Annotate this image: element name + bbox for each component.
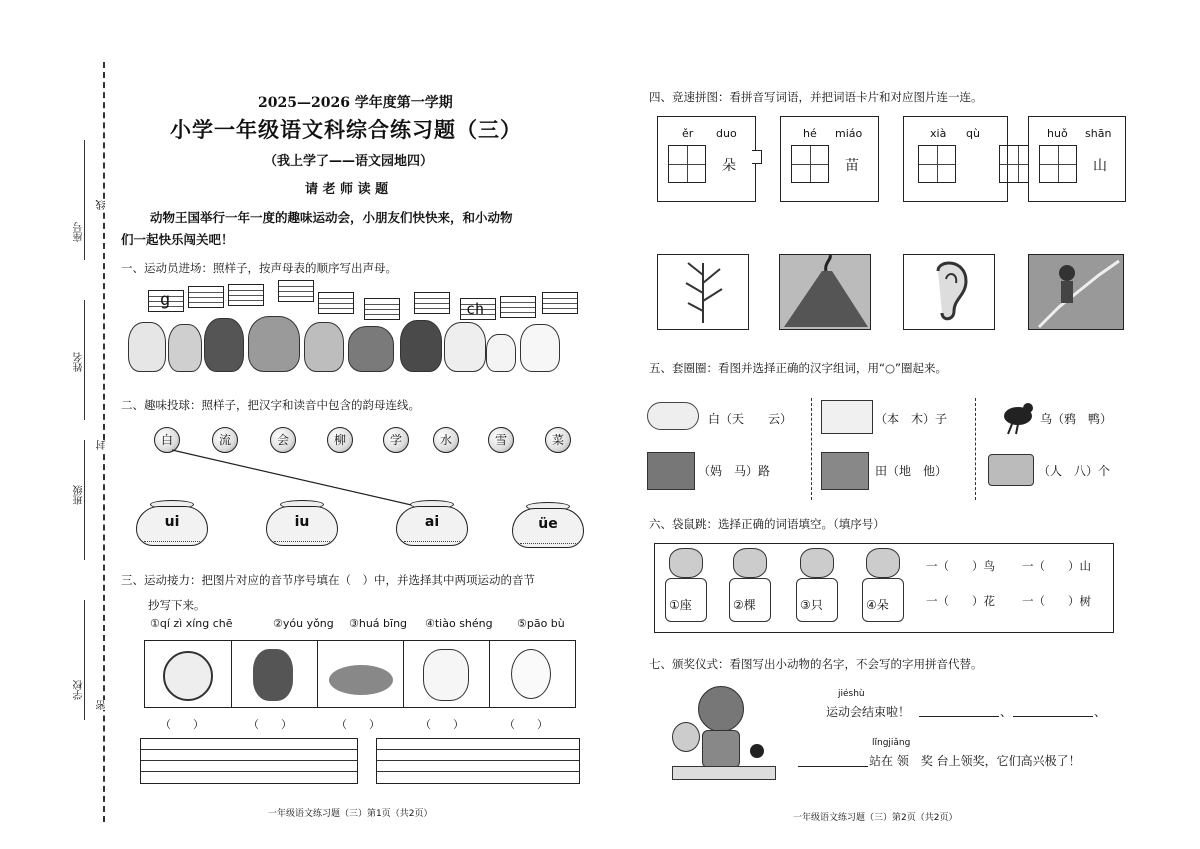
ball-liu-willow[interactable]: 柳 xyxy=(327,427,353,453)
q4-card-hemiao[interactable] xyxy=(780,116,879,202)
q4-card-2-pinyin-2: miáo xyxy=(835,127,863,140)
q3-picture-strip xyxy=(144,640,576,708)
q3-answer-1[interactable]: （ ） xyxy=(160,718,204,731)
q5-item-crow[interactable]: 乌（鸦 鸭） xyxy=(1040,412,1113,426)
cloud-icon xyxy=(647,402,699,430)
q4-picture-volcano[interactable] xyxy=(779,254,871,330)
q4-card-4-pinyin-2: shān xyxy=(1085,127,1112,140)
q4-card-1-grid[interactable] xyxy=(668,145,706,183)
q4-card-3-pinyin-1: xià xyxy=(930,127,947,140)
q3-copy-box-1[interactable] xyxy=(140,738,358,784)
road-icon xyxy=(647,452,695,490)
bag-3-label: ③只 xyxy=(800,598,823,612)
q4-card-1-char: 朵 xyxy=(722,158,736,174)
q7-blank-2[interactable] xyxy=(1013,716,1093,717)
q5-item-road[interactable]: （妈 马）路 xyxy=(698,464,771,478)
jar-ue[interactable] xyxy=(512,502,584,548)
ball-cai[interactable]: 菜 xyxy=(545,427,571,453)
q5-item-book[interactable]: （本 木）子 xyxy=(875,412,948,426)
seat-number-label: 座号 xyxy=(74,222,85,242)
field-icon xyxy=(821,452,869,490)
q3-title: 三、运动接力：把图片对应的音节序号填在（ ）中，并选择其中两项运动的音节 xyxy=(121,573,535,587)
q4-card-xiaqu[interactable] xyxy=(903,116,1008,202)
jar-iu-label: iu xyxy=(294,514,310,530)
ear-icon xyxy=(904,255,994,329)
chick-picture xyxy=(672,722,700,752)
kangaroo-dog-4 xyxy=(858,548,908,626)
q4-card-3-pinyin-2: qù xyxy=(966,127,980,140)
q4-card-2-pinyin-1: hé xyxy=(803,127,817,140)
q4-card-2-char: 苗 xyxy=(845,158,859,174)
volcano-icon xyxy=(780,255,870,329)
school-label: 学校 xyxy=(74,680,85,700)
q1-example-ch: ch xyxy=(466,300,485,318)
q4-card-3-grid-1[interactable] xyxy=(918,145,956,183)
bag-1-label: ①座 xyxy=(669,598,692,612)
page-title: 小学一年级语文科综合练习题（三） xyxy=(170,118,522,142)
q4-picture-seedling[interactable] xyxy=(657,254,749,330)
podium-picture xyxy=(672,766,776,780)
q7-podium-picture xyxy=(666,686,782,782)
intro-line-1: 动物王国举行一年一度的趣味运动会，小朋友们快快来，和小动物 xyxy=(150,210,513,225)
stairs-climber-icon xyxy=(1029,255,1123,329)
book-icon xyxy=(821,400,873,434)
ball-hui[interactable]: 会 xyxy=(270,427,296,453)
q4-card-1-pinyin-1: ěr xyxy=(682,127,694,140)
q2-title: 二、趣味投球：照样子，把汉字和读音中包含的韵母连线。 xyxy=(121,398,420,412)
q4-card-4-pinyin-1: huǒ xyxy=(1047,127,1068,140)
q5-divider-2 xyxy=(975,398,976,500)
q6-blank-tree[interactable]: 一（ ）树 xyxy=(1022,594,1091,608)
kangaroo-dog-3 xyxy=(792,548,842,626)
q5-divider-1 xyxy=(811,398,812,500)
q7-pinyin-lingjiang: lǐngjiǎng xyxy=(872,738,911,748)
ant-picture xyxy=(750,744,764,758)
teacher-note: 请 老 师 读 题 xyxy=(305,182,389,197)
q6-blank-bird[interactable]: 一（ ）鸟 xyxy=(926,559,995,573)
q4-card-1-pinyin-2: duo xyxy=(716,127,737,140)
ball-shui[interactable]: 水 xyxy=(433,427,459,453)
seal-mark-seal: 封 xyxy=(97,440,108,450)
seal-mark-line: 线 xyxy=(97,200,108,210)
q7-separator-2: 、 xyxy=(1094,705,1107,719)
q7-blank-3[interactable] xyxy=(798,766,868,767)
q4-card-4-grid[interactable] xyxy=(1039,145,1077,183)
q4-picture-ear[interactable] xyxy=(903,254,995,330)
q5-item-field[interactable]: 田（地 他） xyxy=(875,464,948,478)
q3-answer-2[interactable]: （ ） xyxy=(248,718,292,731)
q7-pinyin-jieshu: jiéshù xyxy=(838,689,865,699)
q6-blank-mountain[interactable]: 一（ ）山 xyxy=(1022,559,1091,573)
class-label: 班级 xyxy=(74,485,85,505)
q4-card-huoshan[interactable] xyxy=(1028,116,1126,202)
ball-xue-snow[interactable]: 雪 xyxy=(488,427,514,453)
q3-option-3: ③huá bīng xyxy=(349,617,408,630)
q7-line-1-text: 运动会结束啦！ xyxy=(826,705,911,719)
intro-line-2: 们一起快乐闯关吧！ xyxy=(121,232,234,247)
q7-title: 七、颁奖仪式：看图写出小动物的名字，不会写的字用拼音代替。 xyxy=(649,657,983,671)
swimming-dolphin-picture xyxy=(329,665,393,695)
q4-card-2-grid[interactable] xyxy=(791,145,829,183)
seal-mark-secret: 密 xyxy=(97,700,108,710)
q4-title: 四、竞速拼图：看拼音写词语，并把词语卡片和对应图片连一连。 xyxy=(649,90,983,104)
q3-answer-5[interactable]: （ ） xyxy=(504,718,548,731)
q7-line-2-text: 站在 领 奖 台上领奖，它们高兴极了！ xyxy=(869,754,1081,768)
cycling-monkey-picture xyxy=(163,651,213,701)
q3-option-5: ⑤pāo bù xyxy=(517,617,565,630)
q3-copy-box-2[interactable] xyxy=(376,738,580,784)
school-field[interactable] xyxy=(84,600,85,720)
ball-liu[interactable]: 流 xyxy=(212,427,238,453)
bag-2-label: ②棵 xyxy=(733,598,756,612)
q7-blank-1[interactable] xyxy=(919,716,999,717)
q3-answer-3[interactable]: （ ） xyxy=(336,718,380,731)
q5-title: 五、套圈圈：看图并选择正确的汉字组词，用“○”圈起来。 xyxy=(649,361,947,375)
q1-example-g: g xyxy=(160,290,171,310)
skating-bear-picture xyxy=(423,649,469,701)
q3-option-1: ①qí zì xíng chē xyxy=(150,617,233,630)
crow-icon xyxy=(996,398,1036,438)
q5-item-count[interactable]: （人 八）个 xyxy=(1038,464,1111,478)
name-label: 姓名 xyxy=(74,352,85,372)
kangaroo-dog-1 xyxy=(661,548,711,626)
q3-answer-4[interactable]: （ ） xyxy=(420,718,464,731)
running-bear-picture xyxy=(253,649,293,701)
page1-footer: 一年级语文练习题（三）第1页（共2页） xyxy=(268,809,433,819)
q1-title: 一、运动员进场：照样子，按声母表的顺序写出声母。 xyxy=(121,261,397,275)
q4-card-4-char: 山 xyxy=(1093,158,1107,174)
q4-card-1-notch xyxy=(752,150,762,164)
jar-ai[interactable] xyxy=(396,500,468,546)
kangaroo-dog-2 xyxy=(725,548,775,626)
jar-ue-label: üe xyxy=(538,516,558,532)
q5-item-cloud[interactable]: 白（天 云） xyxy=(708,412,793,426)
jar-ai-label: ai xyxy=(424,514,440,530)
apples-icon xyxy=(988,454,1034,486)
q7-separator-1: 、 xyxy=(1000,705,1013,719)
q4-picture-stairs[interactable] xyxy=(1028,254,1124,330)
school-year: 2025—2026 学年度第一学期 xyxy=(258,95,453,111)
rope-rabbit-picture xyxy=(511,649,551,699)
ball-bai[interactable]: 白 xyxy=(154,427,180,453)
q6-title: 六、袋鼠跳：选择正确的词语填空。（填序号） xyxy=(649,517,885,531)
q2-example-line xyxy=(0,0,600,560)
seedling-icon xyxy=(658,255,748,329)
bag-4-label: ④朵 xyxy=(866,598,889,612)
page-subtitle: （我上学了——语文园地四） xyxy=(264,154,434,169)
q3-title-2: 抄写下来。 xyxy=(148,598,206,612)
q3-option-2: ②yóu yǒng xyxy=(273,617,334,630)
q6-blank-flower[interactable]: 一（ ）花 xyxy=(926,594,995,608)
ball-xue[interactable]: 学 xyxy=(383,427,409,453)
jar-ui[interactable] xyxy=(136,500,208,546)
elephant-picture xyxy=(698,686,744,732)
jar-ui-label: ui xyxy=(164,514,180,530)
q3-option-4: ④tiào shéng xyxy=(425,617,493,630)
q4-card-erduo[interactable] xyxy=(657,116,756,202)
page2-footer: 一年级语文练习题（三）第2页（共2页） xyxy=(793,813,958,823)
jar-iu[interactable] xyxy=(266,500,338,546)
